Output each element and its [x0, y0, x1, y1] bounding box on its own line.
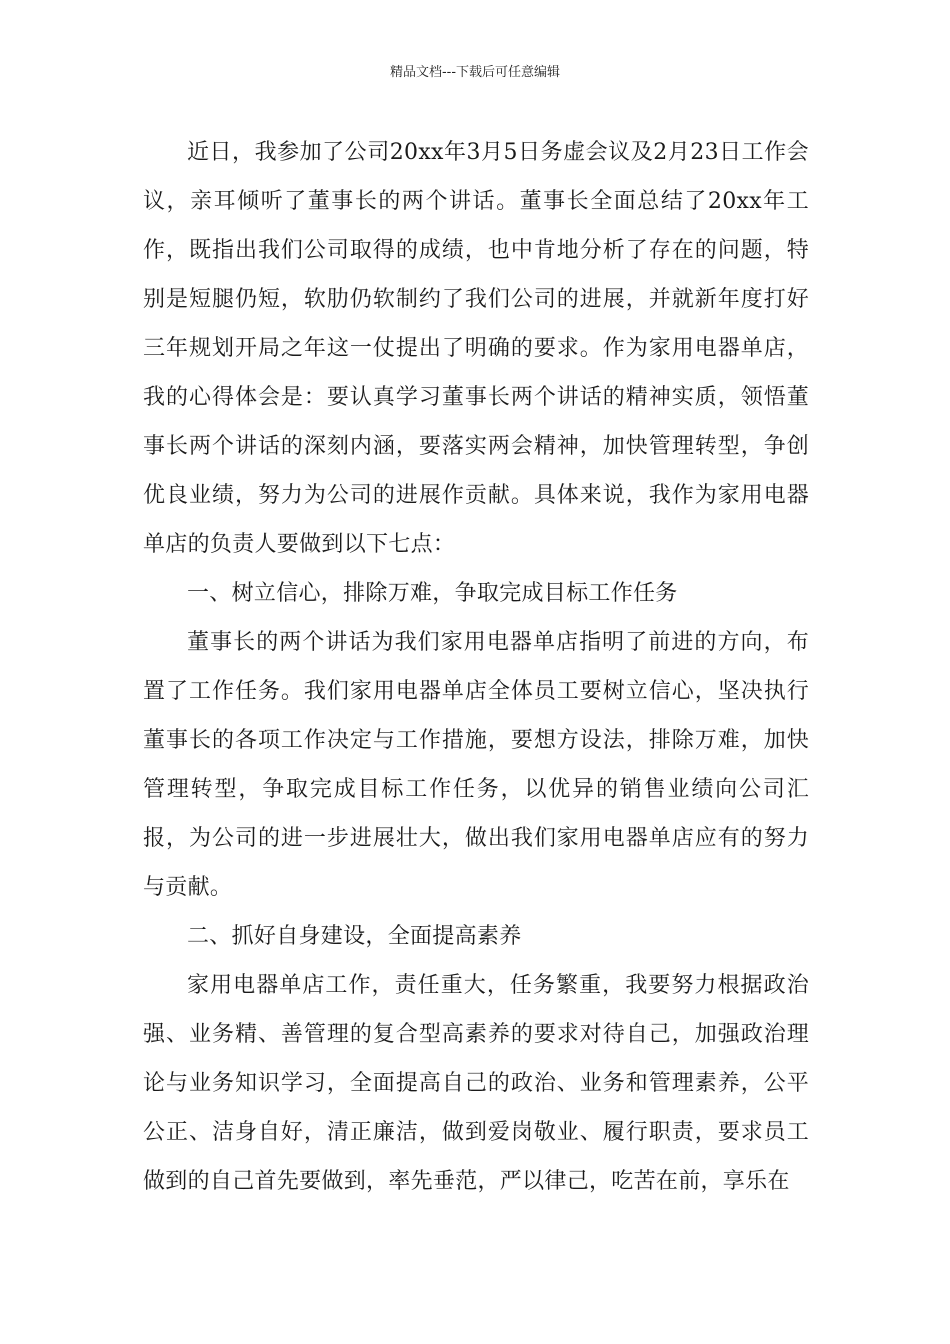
page-header: 精品文档---下载后可任意编辑 — [389, 65, 561, 80]
body-paragraph: 近日，我参加了公司20xx年3月5日务虚会议及2月23日工作会议，亲耳倾听了董事长的两个讲话。董事长全面总结了20xx年工作，既指出我们公司取得的成绩，也中肯地分析了存在的问题，特别是短腿仍短，软肋仍软制约了我们公司的进展，并就新年度打好三年规划开局之年这一仗提出了明确的要求。作为家用电器单店，我的心得体会是：要认真学习董事长两个讲话的精神实质，领悟董事长两个讲话的深刻内涵，要落实两会精神，加快管理转型，争创优良业绩，努力为公司的进展作贡献。具体来说，我作为家用电器单店的负责人要做到以下七点： — [143, 140, 809, 557]
body-paragraph: 家用电器单店工作，责任重大，任务繁重，我要努力根据政治强、业务精、善管理的复合型高素养的要求对待自己，加强政治理论与业务知识学习，全面提高自己的政治、业务和管理素养，公平公正、洁身自好，清正廉洁，做到爱岗敬业、履行职责，要求员工做到的自己首先要做到，率先垂范，严以律己，吃苦在前，享乐在 — [143, 973, 809, 1194]
section-heading: 一、树立信心，排除万难，争取完成目标工作任务 — [187, 581, 678, 606]
body-paragraph: 董事长的两个讲话为我们家用电器单店指明了前进的方向，布置了工作任务。我们家用电器单店全体员工要树立信心，坚决执行董事长的各项工作决定与工作措施，要想方设法，排除万难，加快管理转型，争取完成目标工作任务，以优异的销售业绩向公司汇报，为公司的进一步进展壮大，做出我们家用电器单店应有的努力与贡献。 — [143, 630, 809, 900]
document-body — [143, 128, 809, 1206]
section-heading: 二、抓好自身建设，全面提高素养 — [187, 924, 522, 949]
